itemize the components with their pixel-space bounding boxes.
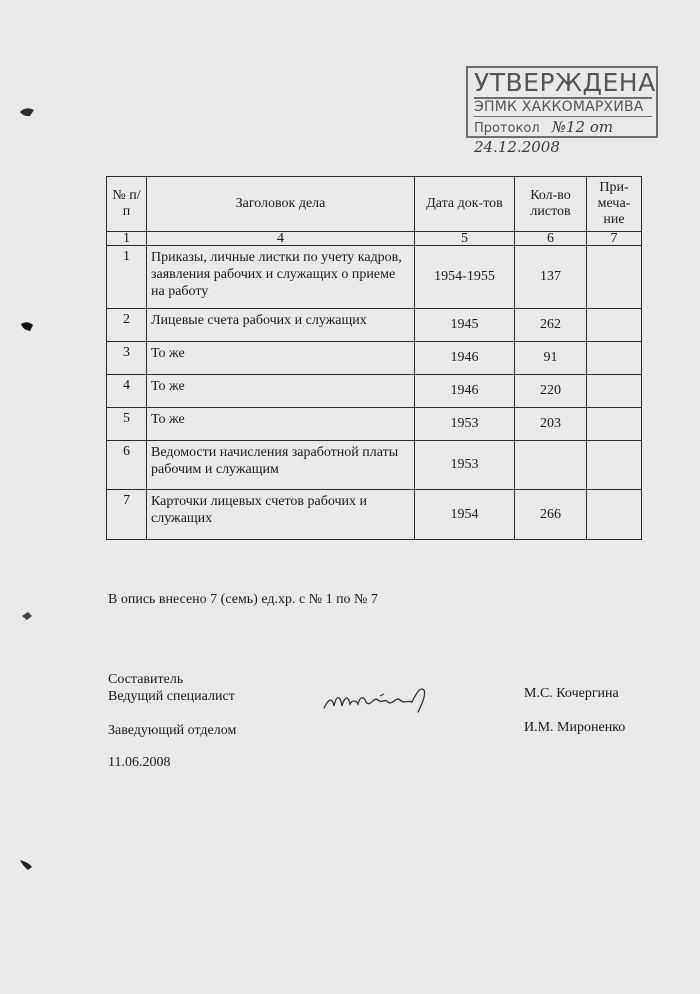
row-number: 7 [107, 490, 147, 540]
column-header: Заголовок дела [147, 177, 415, 232]
note-cell [587, 342, 642, 375]
stamp-title: УТВЕРЖДЕНА [474, 68, 656, 97]
row-number: 1 [107, 246, 147, 309]
table-row [107, 309, 642, 342]
punch-hole-mark [18, 858, 32, 868]
table-row [107, 375, 642, 408]
sheet-count: 137 [515, 246, 587, 309]
case-title: То же [147, 342, 415, 375]
table-row [107, 342, 642, 375]
stamp-protocol-handwritten: №12 от 24.12.2008 [474, 118, 614, 156]
table-row [107, 246, 642, 309]
column-header: Кол-во листов [515, 177, 587, 232]
column-header: № п/п [107, 177, 147, 232]
case-title: Приказы, личные листки по учету кадров, заявления рабочих и служащих о приеме на работу [147, 246, 415, 309]
note-cell [587, 309, 642, 342]
sheet-count: 203 [515, 408, 587, 441]
document-dates: 1945 [415, 309, 515, 342]
inventory-summary: В опись внесено 7 (семь) ед.хр. с № 1 по № 7 [108, 592, 378, 607]
sheet-count [515, 441, 587, 490]
column-number-row [107, 232, 642, 246]
punch-hole-mark [18, 320, 32, 330]
head-name: И.М. Мироненко [524, 720, 626, 735]
case-title: То же [147, 375, 415, 408]
inventory-table [106, 176, 642, 540]
note-cell [587, 441, 642, 490]
document-dates: 1953 [415, 408, 515, 441]
document-dates: 1946 [415, 375, 515, 408]
sheet-count: 262 [515, 309, 587, 342]
note-cell [587, 246, 642, 309]
row-number: 3 [107, 342, 147, 375]
compiler-position: Ведущий специалист [108, 689, 235, 704]
stamp-organization: ЭПМК ХАККОМАРХИВА [474, 98, 652, 117]
stamp-protocol-label: Протокол [474, 121, 540, 136]
document-dates: 1954-1955 [415, 246, 515, 309]
document-dates: 1953 [415, 441, 515, 490]
column-number: 7 [587, 232, 642, 246]
row-number: 5 [107, 408, 147, 441]
punch-hole-mark [18, 106, 32, 116]
handwritten-signature [320, 682, 440, 718]
column-number: 4 [147, 232, 415, 246]
note-cell [587, 490, 642, 540]
column-header: При-меча-ние [587, 177, 642, 232]
table-row [107, 441, 642, 490]
compiler-name: М.С. Кочергина [524, 686, 619, 701]
compiler-label: Составитель [108, 672, 184, 687]
approval-stamp [466, 66, 658, 156]
sheet-count: 266 [515, 490, 587, 540]
punch-hole-mark [18, 610, 32, 620]
note-cell [587, 408, 642, 441]
case-title: То же [147, 408, 415, 441]
table-row [107, 408, 642, 441]
document-date: 11.06.2008 [108, 755, 171, 770]
note-cell [587, 375, 642, 408]
column-header: Дата док-тов [415, 177, 515, 232]
table-row [107, 490, 642, 540]
case-title: Лицевые счета рабочих и служащих [147, 309, 415, 342]
row-number: 2 [107, 309, 147, 342]
document-dates: 1954 [415, 490, 515, 540]
column-number: 5 [415, 232, 515, 246]
sheet-count: 220 [515, 375, 587, 408]
stamp-protocol [474, 118, 652, 158]
head-position: Заведующий отделом [108, 723, 237, 738]
column-number: 1 [107, 232, 147, 246]
row-number: 6 [107, 441, 147, 490]
case-title: Карточки лицевых счетов рабочих и служащих [147, 490, 415, 540]
document-dates: 1946 [415, 342, 515, 375]
column-number: 6 [515, 232, 587, 246]
row-number: 4 [107, 375, 147, 408]
case-title: Ведомости начисления заработной платы рабочим и служащим [147, 441, 415, 490]
table-header-row [107, 177, 642, 232]
sheet-count: 91 [515, 342, 587, 375]
